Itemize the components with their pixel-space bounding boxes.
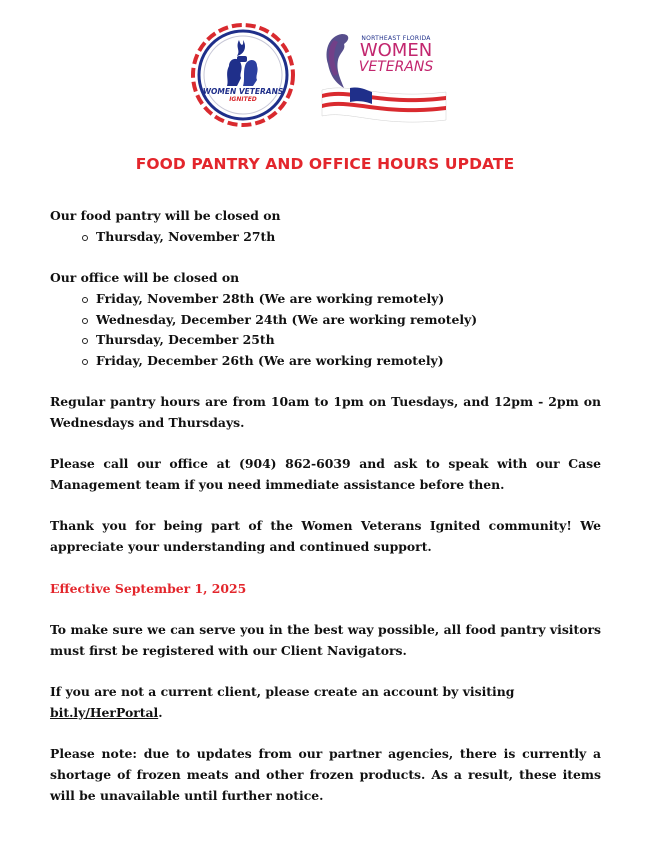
office-closed-dates bbox=[50, 289, 601, 372]
pantry-intro: Our food pantry will be closed on bbox=[50, 208, 281, 223]
account-paragraph bbox=[50, 682, 601, 723]
logo-right-text: NORTHEAST FLORIDA WOMEN VETERANS bbox=[358, 35, 434, 75]
page-title: FOOD PANTRY AND OFFICE HOURS UPDATE bbox=[135, 155, 515, 173]
logos-header bbox=[0, 22, 650, 128]
list-item: Thursday, November 27th bbox=[50, 227, 601, 248]
logo-left-text: WOMEN VETERANS IGNITED bbox=[202, 87, 284, 103]
effective-date-heading: Effective September 1, 2025 bbox=[50, 580, 247, 596]
pantry-closed-dates bbox=[50, 227, 601, 248]
list-item: Thursday, December 25th bbox=[50, 330, 601, 351]
northeast-florida-women-veterans-logo bbox=[320, 30, 448, 128]
list-item: Friday, November 28th (We are working remotely) bbox=[50, 289, 601, 310]
her-portal-link[interactable]: bit.ly/HerPortal bbox=[50, 704, 159, 720]
thanks-paragraph: Thank you for being part of the Women Veterans Ignited community! We appreciate your understanding and continued support. bbox=[50, 518, 601, 555]
contact-paragraph: Please call our office at (904) 862-6039 and ask to speak with our Case Management team if you need immediate assistance before then. bbox=[50, 456, 601, 493]
pantry-hours: Regular pantry hours are from 10am to 1pm on Tuesdays, and 12pm - 2pm on Wednesdays and Thursdays. bbox=[50, 394, 601, 430]
account-text: If you are not a current client, please create an account by visiting bbox=[50, 684, 515, 700]
account-period: . bbox=[158, 704, 163, 720]
notice-body bbox=[50, 206, 601, 806]
shortage-note: Please note: due to updates from our partner agencies, there is currently a shortage of frozen meats and other frozen products. As a result, these items will be unavailable until further notice. bbox=[50, 746, 601, 803]
registration-paragraph: To make sure we can serve you in the best way possible, all food pantry visitors must first be registered with our Client Navigators. bbox=[50, 621, 601, 658]
list-item: Friday, December 26th (We are working remotely) bbox=[50, 351, 601, 372]
women-veterans-ignited-logo bbox=[189, 22, 297, 128]
office-intro: Our office will be closed on bbox=[50, 270, 240, 286]
list-item: Wednesday, December 24th (We are working remotely) bbox=[50, 310, 601, 331]
